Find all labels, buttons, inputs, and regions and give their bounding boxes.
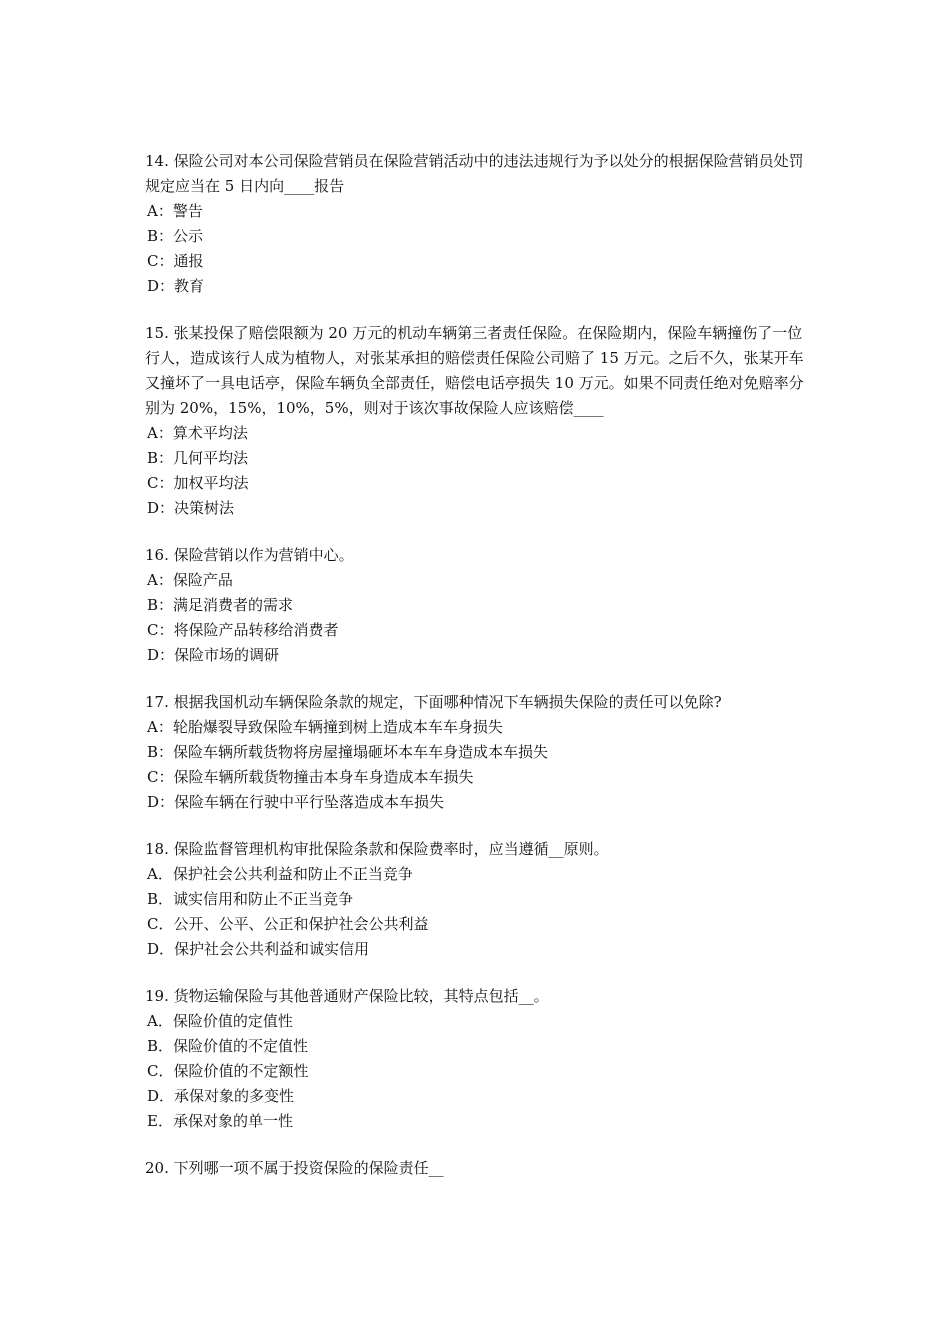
option-a: A．保护社会公共利益和防止不正当竞争	[147, 865, 413, 883]
option-b: B．诚实信用和防止不正当竞争	[147, 890, 354, 908]
question-text: 15. 张某投保了赔偿限额为 20 万元的机动车辆第三者责任保险。在保险期内，保险车辆撞伤了一位行人，造成该行人成为植物人，对张某承担的赔偿责任保险公司赔了 15 万元。之后不久，张某开车又撞坏了一具电话亭，保险车辆负全部责任，赔偿电话亭损失 10 万元。如果不同责任绝对免赔率分别为 20%，15%，10%，5%，则对于该次事故保险人应该赔偿____	[145, 324, 804, 417]
option-a: A：警告	[147, 202, 203, 220]
option-d: D：保险市场的调研	[147, 646, 280, 664]
document-page	[145, 149, 809, 1203]
option-a: A：轮胎爆裂导致保险车辆撞到树上造成本车车身损失	[147, 718, 503, 736]
question-17	[145, 690, 809, 815]
option-d: D．承保对象的多变性	[147, 1087, 295, 1105]
question-text: 20. 下列哪一项不属于投资保险的保险责任__	[145, 1159, 444, 1177]
option-c: C：通报	[147, 252, 204, 270]
option-b: B：保险车辆所载货物将房屋撞塌砸坏本车车身造成本车损失	[147, 743, 549, 761]
option-c: C：加权平均法	[147, 474, 249, 492]
option-b: B．保险价值的不定值性	[147, 1037, 309, 1055]
option-b: B：几何平均法	[147, 449, 249, 467]
option-d: D：决策树法	[147, 499, 235, 517]
question-14	[145, 149, 809, 299]
option-e: E．承保对象的单一性	[147, 1112, 293, 1130]
option-a: A：保险产品	[147, 571, 233, 589]
option-a: A：算术平均法	[147, 424, 248, 442]
option-d: D：教育	[147, 277, 205, 295]
question-19	[145, 984, 809, 1134]
question-text: 18. 保险监督管理机构审批保险条款和保险费率时，应当遵循__原则。	[145, 840, 609, 858]
option-d: D：保险车辆在行驶中平行坠落造成本车损失	[147, 793, 445, 811]
question-text: 14. 保险公司对本公司保险营销员在保险营销活动中的违法违规行为予以处分的根据保险营销员处罚规定应当在 5 日内向____报告	[145, 152, 804, 195]
question-20	[145, 1156, 809, 1181]
option-c: C：将保险产品转移给消费者	[147, 621, 339, 639]
question-15	[145, 321, 809, 521]
option-b: B：满足消费者的需求	[147, 596, 294, 614]
question-text: 16. 保险营销以作为营销中心。	[145, 546, 354, 564]
question-16	[145, 543, 809, 668]
option-b: B：公示	[147, 227, 204, 245]
question-text: 19. 货物运输保险与其他普通财产保险比较，其特点包括__。	[145, 987, 549, 1005]
option-d: D．保护社会公共利益和诚实信用	[147, 940, 370, 958]
question-18	[145, 837, 809, 962]
option-c: C：保险车辆所载货物撞击本身车身造成本车损失	[147, 768, 474, 786]
option-a: A．保险价值的定值性	[147, 1012, 293, 1030]
option-c: C．公开、公平、公正和保护社会公共利益	[147, 915, 429, 933]
option-c: C．保险价值的不定额性	[147, 1062, 309, 1080]
question-text: 17. 根据我国机动车辆保险条款的规定，下面哪种情况下车辆损失保险的责任可以免除?	[145, 693, 722, 711]
